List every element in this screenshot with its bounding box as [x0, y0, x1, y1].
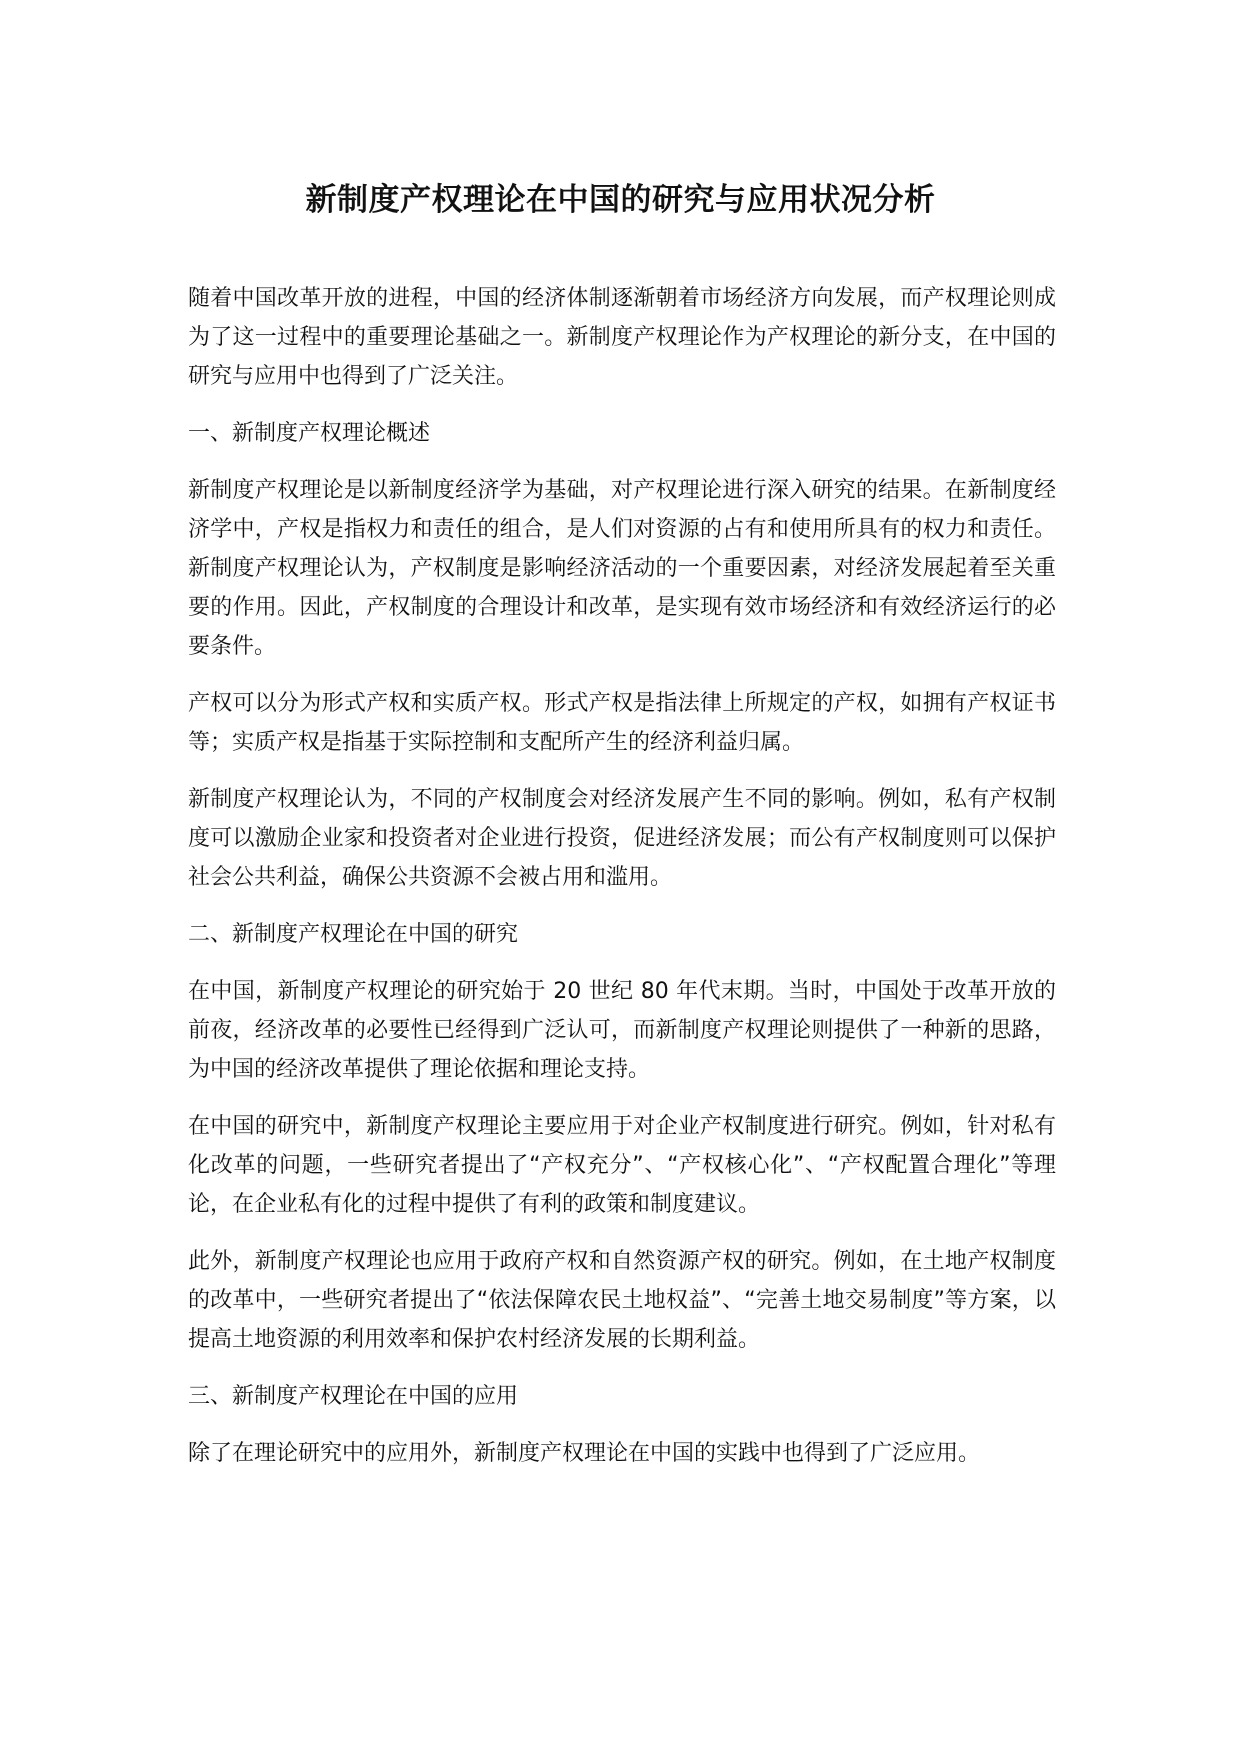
paragraph-research-government: 此外，新制度产权理论也应用于政府产权和自然资源产权的研究。例如，在土地产权制度的改革中，一些研究者提出了“依法保障农民土地权益”、“完善土地交易制度”等方案，以提高土地资源的利用效率和保护农村经济发展的长期利益。 [188, 1249, 1056, 1352]
paragraph-overview-definition: 新制度产权理论是以新制度经济学为基础，对产权理论进行深入研究的结果。在新制度经济学中，产权是指权力和责任的组合，是人们对资源的占有和使用所具有的权力和责任。新制度产权理论认为，产权制度是影响经济活动的一个重要因素，对经济发展起着至关重要的作用。因此，产权制度的合理设计和改革，是实现有效市场经济和有效经济运行的必要条件。 [188, 478, 1056, 659]
paragraph-intro: 随着中国改革开放的进程，中国的经济体制逐渐朝着市场经济方向发展，而产权理论则成为了这一过程中的重要理论基础之一。新制度产权理论作为产权理论的新分支，在中国的研究与应用中也得到了广泛关注。 [188, 286, 1056, 389]
paragraph-research-origin: 在中国，新制度产权理论的研究始于 20 世纪 80 年代末期。当时，中国处于改革开放的前夜，经济改革的必要性已经得到广泛认可，而新制度产权理论则提供了一种新的思路，为中国的经济改革提供了理论依据和理论支持。 [188, 979, 1056, 1082]
paragraph-overview-effects: 新制度产权理论认为，不同的产权制度会对经济发展产生不同的影响。例如，私有产权制度可以激励企业家和投资者对企业进行投资，促进经济发展；而公有产权制度则可以保护社会公共利益，确保公共资源不会被占用和滥用。 [188, 787, 1056, 890]
document-title: 新制度产权理论在中国的研究与应用状况分析 [305, 182, 936, 218]
section-heading-3: 三、新制度产权理论在中国的应用 [188, 1384, 519, 1409]
paragraph-research-enterprise: 在中国的研究中，新制度产权理论主要应用于对企业产权制度进行研究。例如，针对私有化改革的问题，一些研究者提出了“产权充分”、“产权核心化”、“产权配置合理化”等理论，在企业私有化的过程中提供了有利的政策和制度建议。 [188, 1114, 1056, 1217]
section-heading-1: 一、新制度产权理论概述 [188, 421, 431, 446]
paragraph-application-intro: 除了在理论研究中的应用外，新制度产权理论在中国的实践中也得到了广泛应用。 [188, 1441, 981, 1466]
paragraph-overview-types: 产权可以分为形式产权和实质产权。形式产权是指法律上所规定的产权，如拥有产权证书等；实质产权是指基于实际控制和支配所产生的经济利益归属。 [188, 691, 1056, 755]
section-heading-2: 二、新制度产权理论在中国的研究 [188, 922, 519, 947]
document-body [188, 279, 1056, 1491]
